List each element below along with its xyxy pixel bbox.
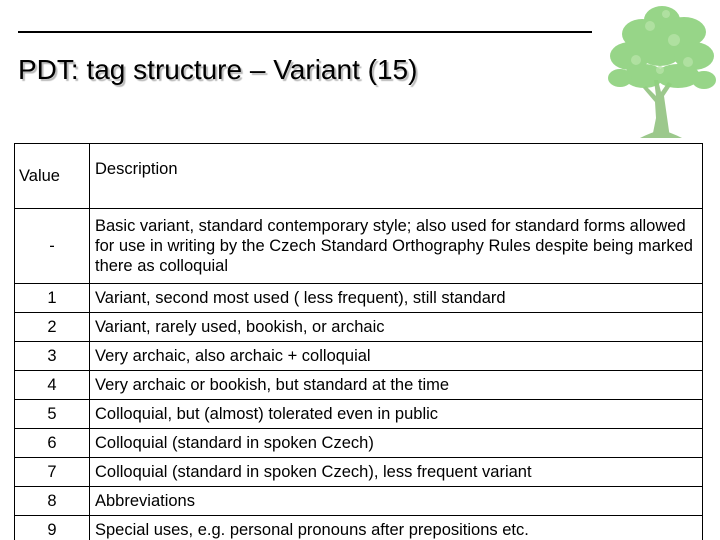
row-value: 3 <box>15 342 90 371</box>
row-value: 4 <box>15 371 90 400</box>
table-row <box>15 342 703 371</box>
table-row <box>15 371 703 400</box>
row-description: Variant, rarely used, bookish, or archaic <box>90 313 703 342</box>
table-row <box>15 209 703 284</box>
row-value: 1 <box>15 284 90 313</box>
table-row <box>15 284 703 313</box>
title-rule <box>18 31 592 33</box>
row-description: Colloquial, but (almost) tolerated even in public <box>90 400 703 429</box>
variant-table <box>14 143 703 540</box>
header-value: Value <box>15 144 90 209</box>
row-value: 5 <box>15 400 90 429</box>
row-value: 6 <box>15 429 90 458</box>
row-value: 9 <box>15 516 90 540</box>
table-row <box>15 458 703 487</box>
row-description: Very archaic or bookish, but standard at the time <box>90 371 703 400</box>
row-description: Colloquial (standard in spoken Czech) <box>90 429 703 458</box>
row-description: Abbreviations <box>90 487 703 516</box>
table-header-row <box>15 144 703 209</box>
row-description: Colloquial (standard in spoken Czech), less frequent variant <box>90 458 703 487</box>
row-description: Very archaic, also archaic + colloquial <box>90 342 703 371</box>
slide-title: PDT: tag structure – Variant (15) <box>18 54 418 85</box>
row-value: 7 <box>15 458 90 487</box>
table-row <box>15 516 703 540</box>
table-row <box>15 313 703 342</box>
table-row <box>15 429 703 458</box>
row-value: - <box>15 209 90 284</box>
row-description: Special uses, e.g. personal pronouns after prepositions etc. <box>90 516 703 540</box>
row-value: 2 <box>15 313 90 342</box>
row-description: Variant, second most used ( less frequent), still standard <box>90 284 703 313</box>
row-value: 8 <box>15 487 90 516</box>
tree-logo-icon <box>600 0 720 142</box>
table-row <box>15 400 703 429</box>
header-description: Description <box>90 144 703 209</box>
table-row <box>15 487 703 516</box>
row-description: Basic variant, standard contemporary style; also used for standard forms allowed for use in writing by the Czech Standard Orthography Rules despite being marked there as colloquial <box>90 209 703 284</box>
